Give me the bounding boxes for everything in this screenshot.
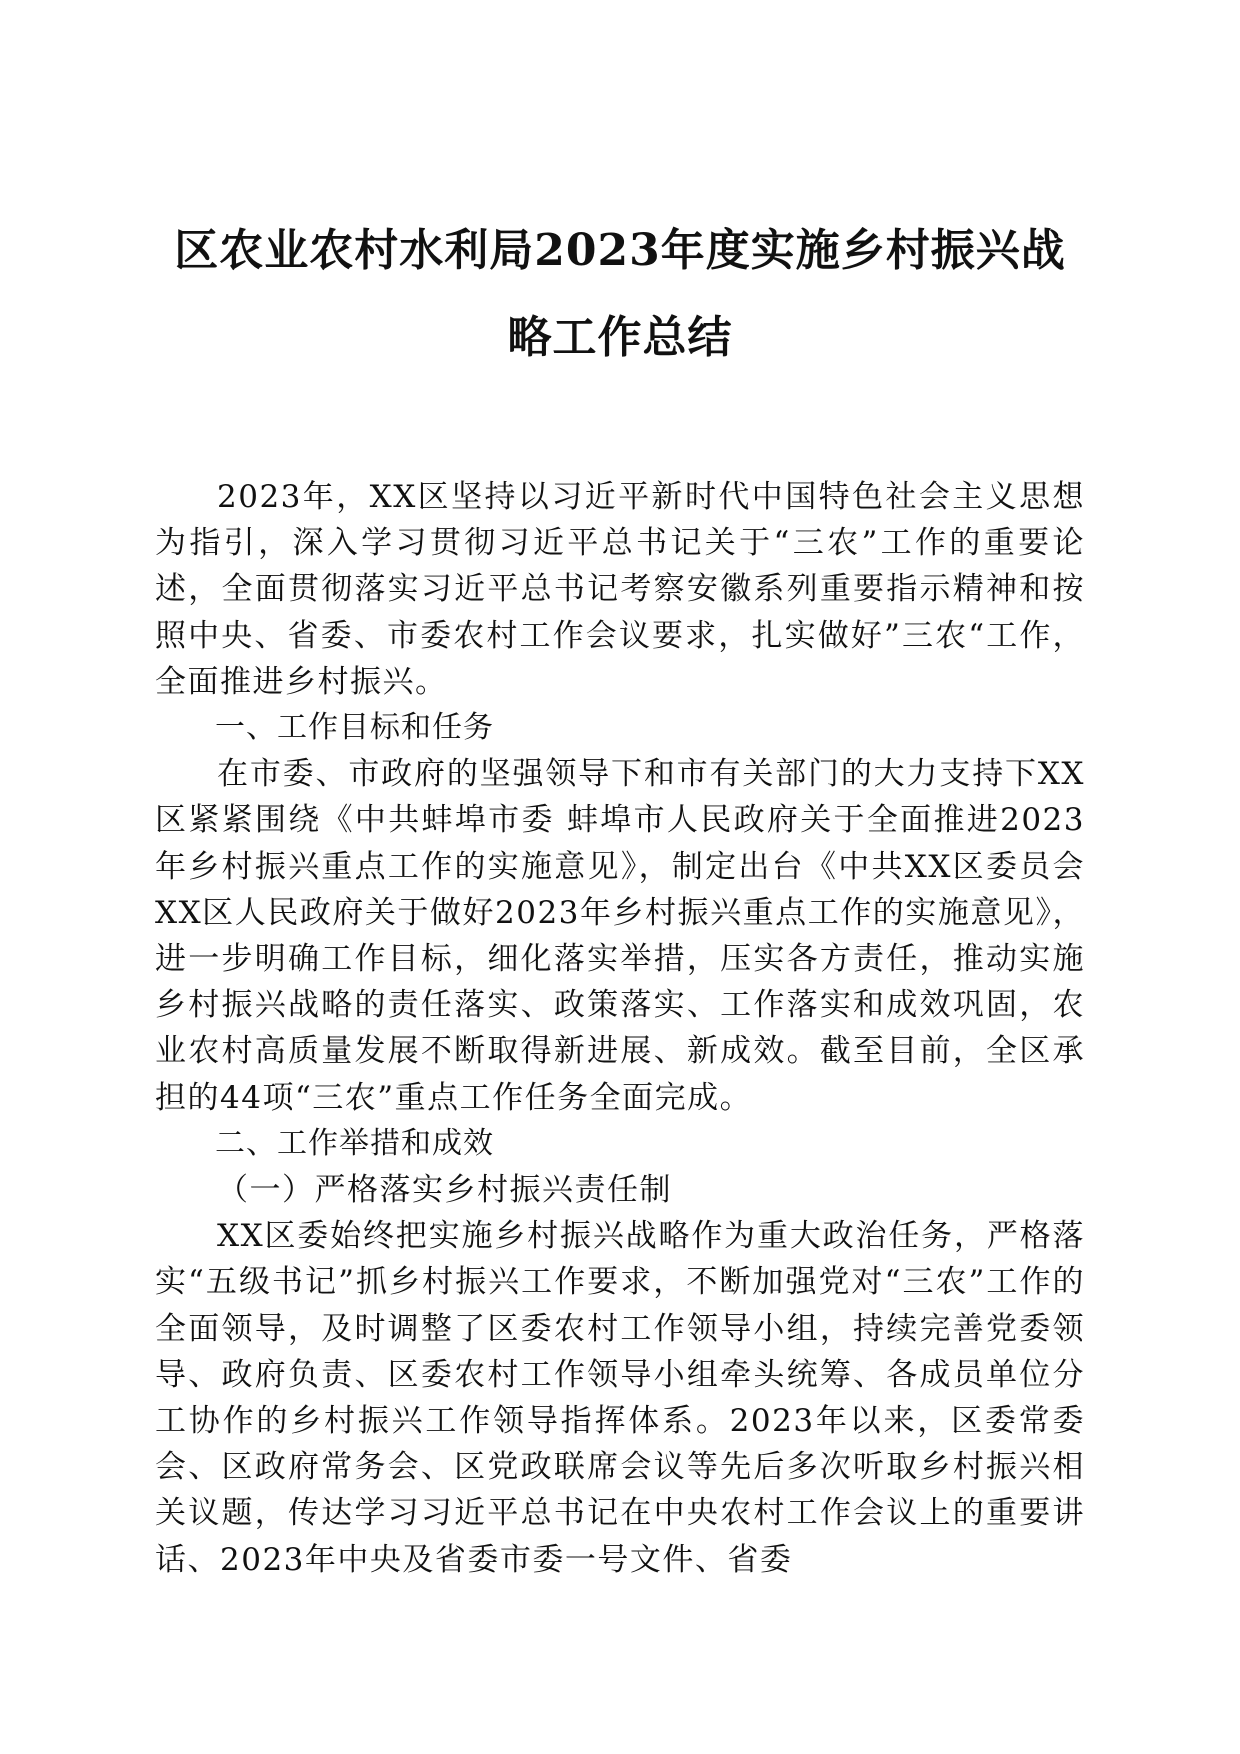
intro-paragraph: 2023年，XX区坚持以习近平新时代中国特色社会主义思想为指引，深入学习贯彻习近平总书记关于“三农”工作的重要论述，全面贯彻落实习近平总书记考察安徽系列重要指示精神和按照中央、省委、市委农村工作会议要求，扎实做好”三农“工作，全面推进乡村振兴。 <box>155 479 1085 700</box>
subsection-heading-responsibility: （一）严格落实乡村振兴责任制 <box>217 1172 672 1209</box>
section-heading-goals: 一、工作目标和任务 <box>215 710 494 746</box>
responsibility-paragraph: XX区委始终把实施乡村振兴战略作为重大政治任务，严格落实“五级书记”抓乡村振兴工作要求，不断加强党对“三农”工作的全面领导，及时调整了区委农村工作领导小组，持续完善党委领导、政府负责、区委农村工作领导小组牵头统筹、各成员单位分工协作的乡村振兴工作领导指挥体系。2023年以来，区委常委会、区政府常务会、区党政联席会议等先后多次听取乡村振兴相关议题，传达学习习近平总书记在中央农村工作会议上的重要讲话、2023年中央及省委市委一号文件、省委 <box>155 1218 1085 1578</box>
document-title <box>120 225 1120 364</box>
goals-paragraph: 在市委、市政府的坚强领导下和市有关部门的大力支持下XX区紧紧围绕《中共蚌埠市委 蚌埠市人民政府关于全面推进2023年乡村振兴重点工作的实施意见》，制定出台《中共XX区委员会 XX区人民政府关于做好2023年乡村振兴重点工作的实施意见》，进一步明确工作目标，细化落实举措，压实各方责任，推动实施乡村振兴战略的责任落实、政策落实、工作落实和成效巩固，农业农村高质量发展不断取得新进展、新成效。截至目前，全区承担的44项“三农”重点工作任务全面完成。 <box>155 756 1085 1116</box>
document-body <box>155 474 1085 1583</box>
title-line-2: 略工作总结 <box>507 312 733 363</box>
section-heading-measures: 二、工作举措和成效 <box>215 1125 494 1161</box>
title-line-1: 区农业农村水利局2023年度实施乡村振兴战 <box>174 225 1066 276</box>
